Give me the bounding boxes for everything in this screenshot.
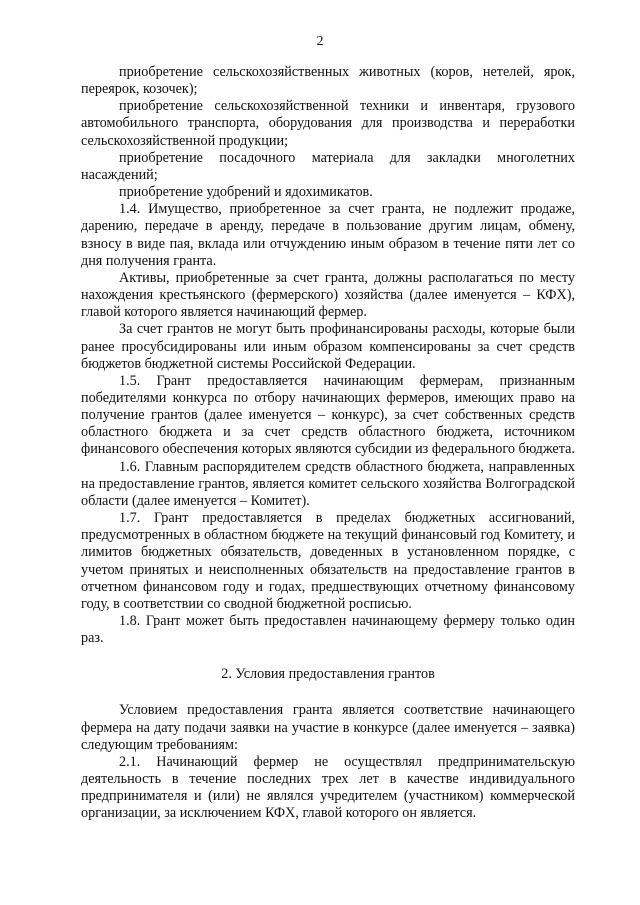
paragraph-machinery: приобретение сельскохозяйственной техники и инвентаря, грузового автомобильного транспорта, оборудования для производства и переработки сельскохозяйственной продукции; xyxy=(81,98,575,149)
paragraph-2-1: 2.1. Начинающий фермер не осуществлял предпринимательскую деятельность в течение последних трех лет в качестве индивидуального предпринимателя и (или) не являлся учредителем (участником) коммерческой организации, за исключением КФХ, главой которого он является. xyxy=(81,753,575,822)
paragraph-conditions-intro: Условием предоставления гранта является соответствие начинающего фермера на дату подачи заявки на участие в конкурсе (далее именуется – заявка) следующим требованиям: xyxy=(81,702,575,753)
paragraph-1-7: 1.7. Грант предоставляется в пределах бюджетных ассигнований, предусмотренных в областном бюджете на текущий финансовый год Комитету, и лимитов бюджетных обязательств, доведенных в установленном порядке, с учетом принятых и неисполненных обязательств на предоставление грантов в отчетном финансовом году и годах, предшествующих отчетному финансовому году, в соответствии со сводной бюджетной росписью. xyxy=(81,510,575,612)
paragraph-assets-location: Активы, приобретенные за счет гранта, должны располагаться по месту нахождения крестьянского (фермерского) хозяйства (далее именуется – КФХ), главой которого является начинающий фермер. xyxy=(81,269,575,321)
section-heading: 2. Условия предоставления грантов xyxy=(221,666,435,683)
page-number: 2 xyxy=(316,34,324,49)
paragraph-1-6: 1.6. Главным распорядителем средств областного бюджета, направленных на предоставление грантов, является комитет сельского хозяйства Волгоградской области (далее именуется – Комитет). xyxy=(81,458,575,509)
paragraph-1-5: 1.5. Грант предоставляется начинающим фермерам, признанным победителями конкурса по отбору начинающих фермеров, имеющих право на получение грантов (далее именуется – конкурс), за счет собственных средств областного бюджета и за счет средств областного бюджета, источником финансового обеспечения которых являются субсидии из федерального бюджета. xyxy=(81,372,575,458)
paragraph-livestock: приобретение сельскохозяйственных животных (коров, нетелей, ярок, переярок, козочек); xyxy=(81,64,575,98)
paragraph-fertilizers: приобретение удобрений и ядохимикатов. xyxy=(119,184,373,201)
paragraph-1-4: 1.4. Имущество, приобретенное за счет гранта, не подлежит продаже, дарению, передаче в аренду, передаче в пользование другим лицам, обмену, взносу в виде пая, вклада или отчуждению иным образом в течение пяти лет со дня получения гранта. xyxy=(81,201,575,269)
paragraph-1-8: 1.8. Грант может быть предоставлен начинающему фермеру только один раз. xyxy=(81,613,575,647)
paragraph-planting-material: приобретение посадочного материала для закладки многолетних насаждений; xyxy=(81,149,575,183)
paragraph-no-double-funding: За счет грантов не могут быть профинансированы расходы, которые были ранее просубсидированы или иным образом компенсированы за счет средств бюджетов бюджетной системы Российской Федерации. xyxy=(81,321,575,372)
document-body xyxy=(81,64,575,823)
